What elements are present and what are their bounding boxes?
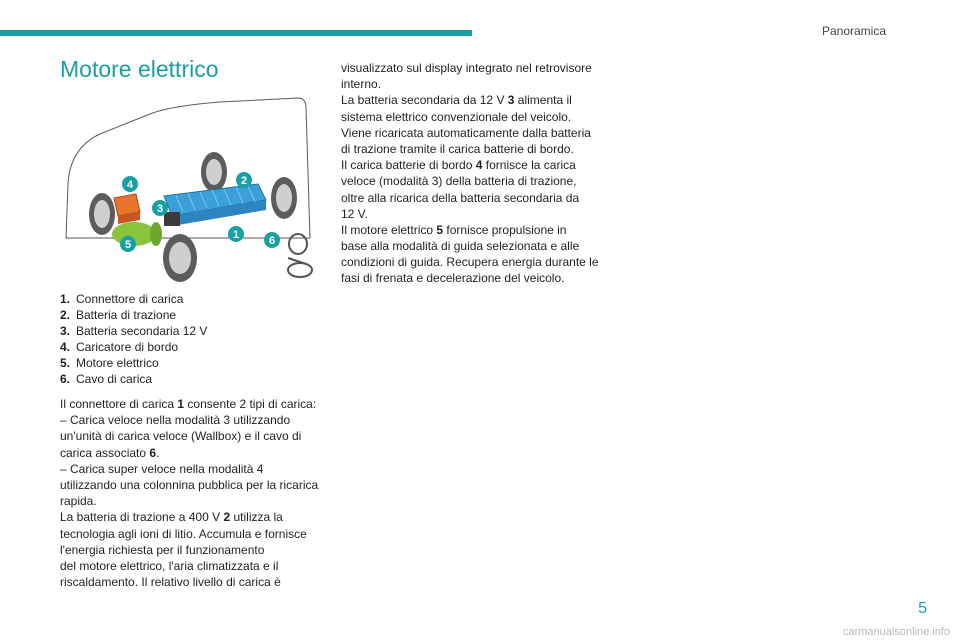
body-text-column-1 <box>60 396 318 590</box>
text-line: Il connettore di carica 1 consente 2 tipi di carica: <box>60 397 317 411</box>
text-line: del motore elettrico, l'aria climatizzata e il <box>60 558 279 573</box>
page-number: 5 <box>918 600 927 617</box>
text-line: La batteria secondaria da 12 V 3 alimenta il <box>341 93 572 108</box>
text-line: l'energia richiesta per il funzionamento <box>60 542 265 557</box>
legend-item: 4. Caricatore di bordo <box>60 340 179 354</box>
12v-battery <box>164 212 180 226</box>
onboard-charger <box>114 194 140 216</box>
body-text-column-2 <box>341 60 599 287</box>
text-line: condizioni di guida. Recupera energia durante le <box>341 255 599 270</box>
header-accent-bar <box>0 30 472 36</box>
text-line: fasi di frenata e decelerazione del veicolo. <box>341 271 565 286</box>
text-line: riscaldamento. Il relativo livello di carica è <box>60 575 281 590</box>
text-line: sistema elettrico convenzionale del veicolo. <box>341 109 572 124</box>
text-line: carica associato 6. <box>60 445 160 460</box>
section-title: Panoramica <box>821 24 886 38</box>
legend-item: 3. Batteria secondaria 12 V <box>60 324 208 338</box>
text-line: rapida. <box>60 494 97 509</box>
watermark: carmanualsonline.info <box>842 626 950 638</box>
text-line: Viene ricaricata automaticamente dalla batteria <box>341 125 591 140</box>
legend-item: 1. Connettore di carica <box>60 292 184 306</box>
legend-item: 2. Batteria di trazione <box>60 308 177 322</box>
page-title: Motore elettrico <box>60 56 219 82</box>
text-line: un'unità di carica veloce (Wallbox) e il cavo di <box>60 429 302 444</box>
text-line: 12 V. <box>341 206 368 221</box>
svg-text:6: 6 <box>268 235 276 247</box>
text-line: di trazione tramite il carica batterie di bordo. <box>341 141 574 156</box>
component-legend <box>60 291 322 387</box>
svg-text:2: 2 <box>240 175 248 187</box>
legend-item: 6. Cavo di carica <box>60 372 153 386</box>
svg-text:3: 3 <box>156 203 164 215</box>
text-line: visualizzato sul display integrato nel retrovisore <box>341 61 592 75</box>
text-line: tecnologia agli ioni di litio. Accumula e fornisce <box>60 526 307 541</box>
legend-item: 5. Motore elettrico <box>60 356 159 370</box>
text-line: oltre alla ricarica della batteria secondaria da <box>341 190 580 205</box>
svg-text:5: 5 <box>124 239 132 251</box>
svg-text:4: 4 <box>126 179 134 191</box>
text-line: Il carica batterie di bordo 4 fornisce la carica <box>341 158 576 173</box>
text-line: base alla modalità di guida selezionata e alle <box>341 239 580 254</box>
svg-text:1: 1 <box>232 229 240 241</box>
text-line: utilizzando una colonnina pubblica per la ricarica <box>60 477 319 492</box>
text-line: La batteria di trazione a 400 V 2 utilizza la <box>60 510 283 525</box>
text-line: Il motore elettrico 5 fornisce propulsione in <box>341 222 567 237</box>
text-line: veloce (modalità 3) della batteria di trazione, <box>341 174 577 189</box>
electric-motor-illustration <box>60 88 322 288</box>
text-line: – Carica veloce nella modalità 3 utilizzando <box>60 413 291 428</box>
charging-cable <box>288 234 312 277</box>
text-line: interno. <box>341 77 382 92</box>
text-line: – Carica super veloce nella modalità 4 <box>60 461 264 476</box>
